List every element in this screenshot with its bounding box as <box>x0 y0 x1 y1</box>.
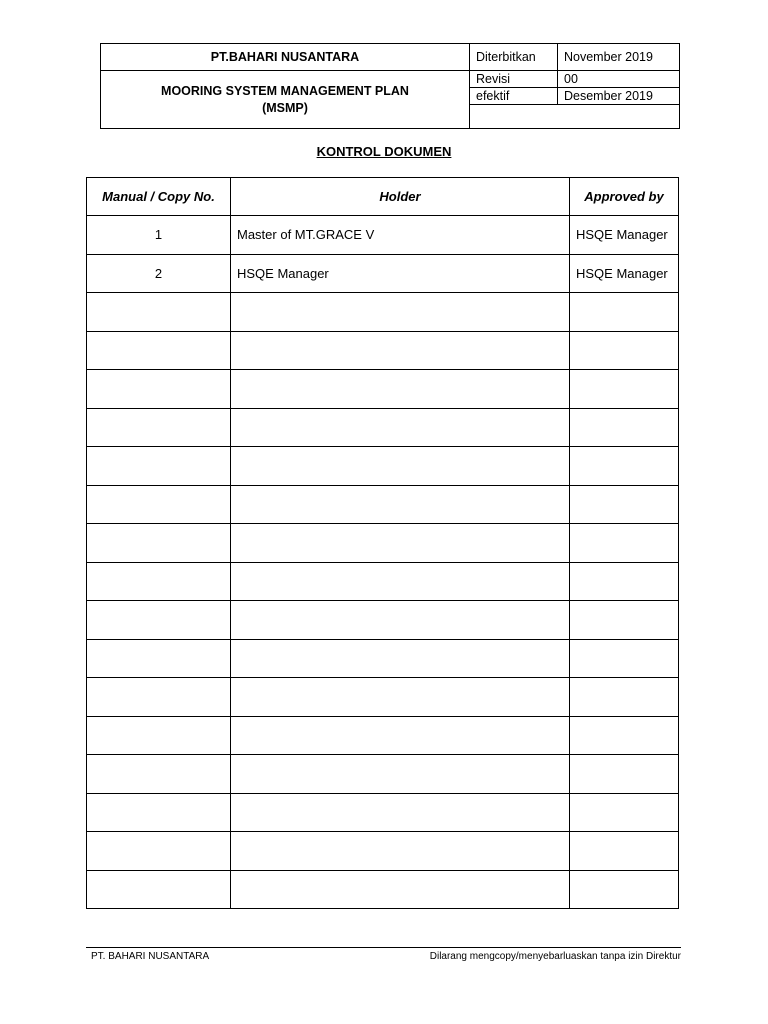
document-header <box>100 43 680 129</box>
table-row <box>87 678 679 717</box>
approved-by-cell: HSQE Manager <box>570 216 679 255</box>
table-row <box>87 755 679 794</box>
holder-cell <box>231 639 570 678</box>
holder-cell <box>231 832 570 871</box>
copy-no-cell <box>87 562 231 601</box>
approved-by-cell <box>570 485 679 524</box>
table-row <box>87 793 679 832</box>
holder-cell <box>231 485 570 524</box>
table-row <box>87 870 679 909</box>
document-title-line2: (MSMP) <box>262 100 308 115</box>
table-row <box>87 485 679 524</box>
copy-no-cell <box>87 601 231 640</box>
approved-by-cell <box>570 293 679 332</box>
table-row <box>87 716 679 755</box>
empty-header-cell <box>470 105 680 129</box>
issued-label: Diterbitkan <box>470 44 558 71</box>
copy-no-cell <box>87 678 231 717</box>
table-row <box>87 562 679 601</box>
approved-by-cell <box>570 370 679 409</box>
company-name: PT.BAHARI NUSANTARA <box>101 44 470 71</box>
column-header-copy-no: Manual / Copy No. <box>87 178 231 216</box>
approved-by-cell <box>570 639 679 678</box>
revision-value: 00 <box>558 71 680 88</box>
table-header-row <box>87 178 679 216</box>
document-control-table <box>86 177 679 909</box>
holder-cell <box>231 716 570 755</box>
copy-no-cell <box>87 716 231 755</box>
holder-cell: Master of MT.GRACE V <box>231 216 570 255</box>
holder-cell <box>231 447 570 486</box>
approved-by-cell <box>570 447 679 486</box>
column-header-holder: Holder <box>231 178 570 216</box>
holder-cell <box>231 562 570 601</box>
approved-by-cell <box>570 524 679 563</box>
table-row <box>87 601 679 640</box>
footer-divider <box>86 947 681 948</box>
copy-no-cell <box>87 447 231 486</box>
holder-cell <box>231 755 570 794</box>
copy-no-cell <box>87 870 231 909</box>
holder-cell <box>231 793 570 832</box>
copy-no-cell <box>87 293 231 332</box>
holder-cell <box>231 601 570 640</box>
copy-no-cell: 2 <box>87 254 231 293</box>
copy-no-cell <box>87 408 231 447</box>
copy-no-cell <box>87 832 231 871</box>
footer-company: PT. BAHARI NUSANTARA <box>91 951 210 962</box>
approved-by-cell <box>570 601 679 640</box>
section-title: KONTROL DOKUMEN <box>316 144 452 159</box>
table-row <box>87 370 679 409</box>
issued-value: November 2019 <box>558 44 680 71</box>
approved-by-cell <box>570 562 679 601</box>
copy-no-cell <box>87 793 231 832</box>
revision-label: Revisi <box>470 71 558 88</box>
table-row <box>87 331 679 370</box>
copy-no-cell <box>87 331 231 370</box>
holder-cell <box>231 370 570 409</box>
table-row <box>87 216 679 255</box>
document-title <box>101 71 470 129</box>
approved-by-cell <box>570 793 679 832</box>
holder-cell <box>231 331 570 370</box>
copy-no-cell <box>87 485 231 524</box>
holder-cell <box>231 408 570 447</box>
approved-by-cell <box>570 755 679 794</box>
holder-cell: HSQE Manager <box>231 254 570 293</box>
approved-by-cell <box>570 832 679 871</box>
copy-no-cell: 1 <box>87 216 231 255</box>
table-row <box>87 293 679 332</box>
approved-by-cell <box>570 678 679 717</box>
approved-by-cell <box>570 870 679 909</box>
table-row <box>87 524 679 563</box>
holder-cell <box>231 870 570 909</box>
copy-no-cell <box>87 370 231 409</box>
holder-cell <box>231 293 570 332</box>
table-row <box>87 832 679 871</box>
document-title-line1: MOORING SYSTEM MANAGEMENT PLAN <box>161 83 409 98</box>
copy-no-cell <box>87 639 231 678</box>
approved-by-cell <box>570 331 679 370</box>
table-row <box>87 254 679 293</box>
approved-by-cell: HSQE Manager <box>570 254 679 293</box>
approved-by-cell <box>570 408 679 447</box>
column-header-approved-by: Approved by <box>570 178 679 216</box>
approved-by-cell <box>570 716 679 755</box>
table-row <box>87 408 679 447</box>
holder-cell <box>231 678 570 717</box>
effective-label: efektif <box>470 88 558 105</box>
table-row <box>87 447 679 486</box>
holder-cell <box>231 524 570 563</box>
copy-no-cell <box>87 524 231 563</box>
footer-notice: Dilarang mengcopy/menyebarluaskan tanpa izin Direktur <box>429 951 681 962</box>
copy-no-cell <box>87 755 231 794</box>
table-row <box>87 639 679 678</box>
effective-value: Desember 2019 <box>558 88 680 105</box>
